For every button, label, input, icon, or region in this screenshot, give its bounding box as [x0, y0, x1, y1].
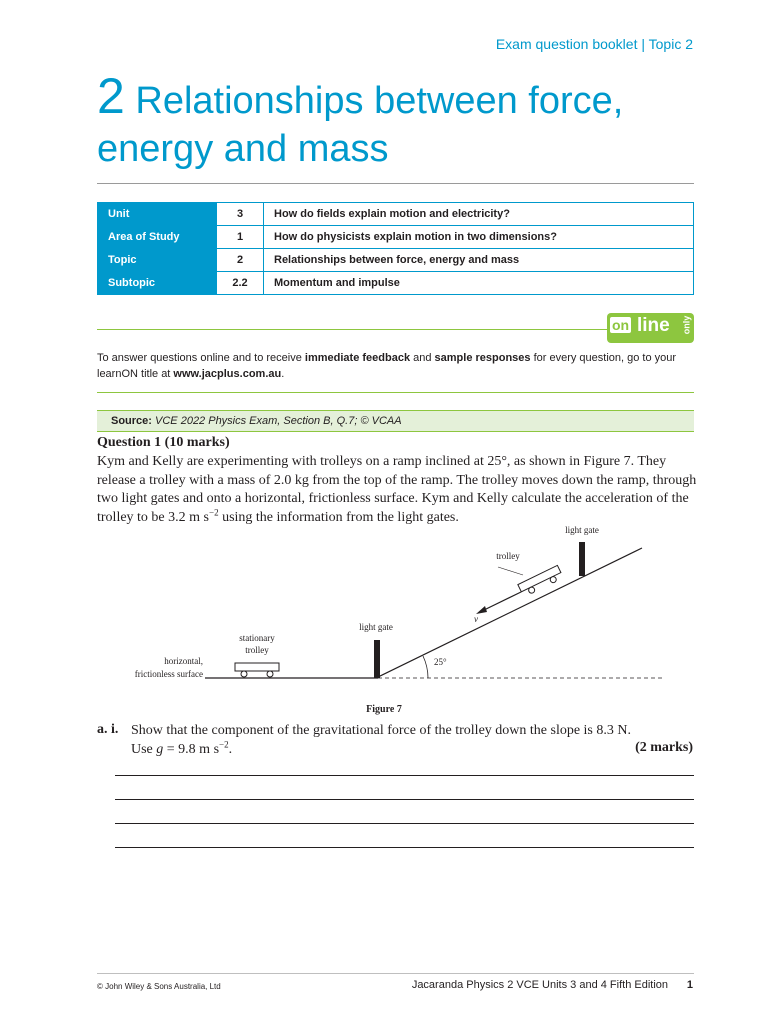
jacplus-link[interactable]: www.jacplus.com.au — [173, 368, 282, 380]
question-text: using the information from the light gates. — [218, 509, 459, 525]
trolley-label: trolley — [496, 551, 520, 561]
velocity-arrowhead — [476, 606, 487, 614]
title-divider — [97, 183, 694, 184]
row-label: Subtopic — [98, 272, 217, 295]
online-text-part: . — [281, 368, 285, 380]
velocity-label: v — [474, 614, 478, 624]
angle-label: 25° — [434, 657, 447, 667]
angle-arc — [423, 656, 428, 678]
figure-7-diagram — [0, 515, 768, 715]
online-text-part: for every question, go to your learnON title at — [97, 352, 677, 380]
topic-table — [97, 202, 694, 295]
row-value: 2.2 — [217, 272, 264, 295]
online-divider-top — [97, 329, 607, 330]
online-divider-bottom — [97, 392, 694, 393]
stationary-trolley-body — [235, 663, 279, 671]
row-label: Topic — [98, 249, 217, 272]
sample-responses-text: sample responses — [434, 352, 531, 364]
row-description: How do physicists explain motion in two dimensions? — [264, 226, 694, 249]
copyright-notice: © John Wiley & Sons Australia, Ltd — [97, 982, 221, 991]
trolley-pointer — [498, 567, 523, 575]
online-instructions — [97, 350, 697, 382]
part-a-line1: Show that the component of the gravitational force of the trolley down the slope is 8.3 N. — [131, 723, 631, 738]
trolley-on-ramp — [518, 565, 564, 597]
footer-divider — [97, 973, 694, 974]
gravity-symbol: g — [156, 741, 164, 757]
gravity-exponent: −2 — [219, 738, 229, 749]
question-heading: Question 1 (10 marks) — [97, 435, 230, 450]
velocity-arrow — [482, 592, 521, 611]
light-gate-bottom-label: light gate — [359, 622, 393, 632]
row-description: Momentum and impulse — [264, 272, 694, 295]
ramp-line — [376, 548, 642, 678]
table-row — [98, 249, 694, 272]
question-text: Kym and Kelly are experimenting with trolleys on a ramp inclined at 25°, as shown in Figure 7. They release a trolley with a mass of 2.0 kg from the top of the ramp. The trolley moves down the ramp, through two light gates and onto a horizontal, frictionless surface. Kym and Kelly calculate the acceleration of the trolley to be 3.2 m s — [97, 454, 697, 525]
row-value: 3 — [217, 203, 264, 226]
page-title — [97, 68, 697, 173]
row-label: Unit — [98, 203, 217, 226]
part-a-text — [131, 722, 696, 759]
badge-only-text: only — [681, 315, 692, 335]
page-number: 1 — [686, 979, 693, 991]
light-gate-top-label: light gate — [565, 525, 599, 535]
badge-line-text: line — [637, 315, 670, 336]
light-gate-top — [579, 542, 585, 576]
stationary-label-line2: trolley — [245, 645, 269, 655]
answer-line[interactable] — [115, 799, 694, 800]
stationary-trolley-wheel — [267, 671, 273, 677]
part-a-label: a. i. — [97, 722, 119, 737]
row-label: Area of Study — [98, 226, 217, 249]
row-value: 2 — [217, 249, 264, 272]
part-a-text-span: = 9.8 m s — [163, 741, 220, 757]
stationary-trolley — [235, 663, 279, 677]
source-text: VCE 2022 Physics Exam, Section B, Q.7; © VCAA — [155, 415, 402, 427]
table-row — [98, 226, 694, 249]
light-gate-bottom — [374, 640, 380, 678]
answer-line[interactable] — [115, 775, 694, 776]
online-text-part: and — [410, 352, 435, 364]
figure-caption: Figure 7 — [366, 704, 402, 715]
stationary-label-line1: stationary — [239, 633, 275, 643]
stationary-trolley-wheel — [241, 671, 247, 677]
part-a-text-span: Use — [131, 741, 157, 757]
part-a-line2 — [131, 738, 696, 760]
book-title: Jacaranda Physics 2 VCE Units 3 and 4 Fifth Edition — [411, 979, 668, 991]
booklet-reference: Exam question booklet | Topic 2 — [495, 36, 693, 52]
part-a-text-span: . — [228, 741, 233, 757]
answer-line[interactable] — [115, 847, 694, 848]
row-description: How do fields explain motion and electricity? — [264, 203, 694, 226]
table-row — [98, 272, 694, 295]
source-label: Source: — [111, 415, 152, 427]
surface-label-line1: horizontal, — [164, 656, 203, 666]
topic-title: Relationships between force, energy and mass — [97, 80, 624, 170]
immediate-feedback-text: immediate feedback — [304, 352, 411, 364]
online-text-part: To answer questions online and to receive — [97, 352, 305, 364]
source-bar — [97, 410, 694, 432]
part-a-marks: (2 marks) — [635, 740, 693, 755]
table-row — [98, 203, 694, 226]
answer-line[interactable] — [115, 823, 694, 824]
row-description: Relationships between force, energy and mass — [264, 249, 694, 272]
row-value: 1 — [217, 226, 264, 249]
badge-on-text: on — [612, 317, 630, 333]
online-only-badge — [607, 313, 694, 343]
topic-number: 2 — [97, 68, 125, 124]
surface-label-line2: frictionless surface — [134, 669, 203, 679]
question-exponent: −2 — [209, 506, 219, 517]
